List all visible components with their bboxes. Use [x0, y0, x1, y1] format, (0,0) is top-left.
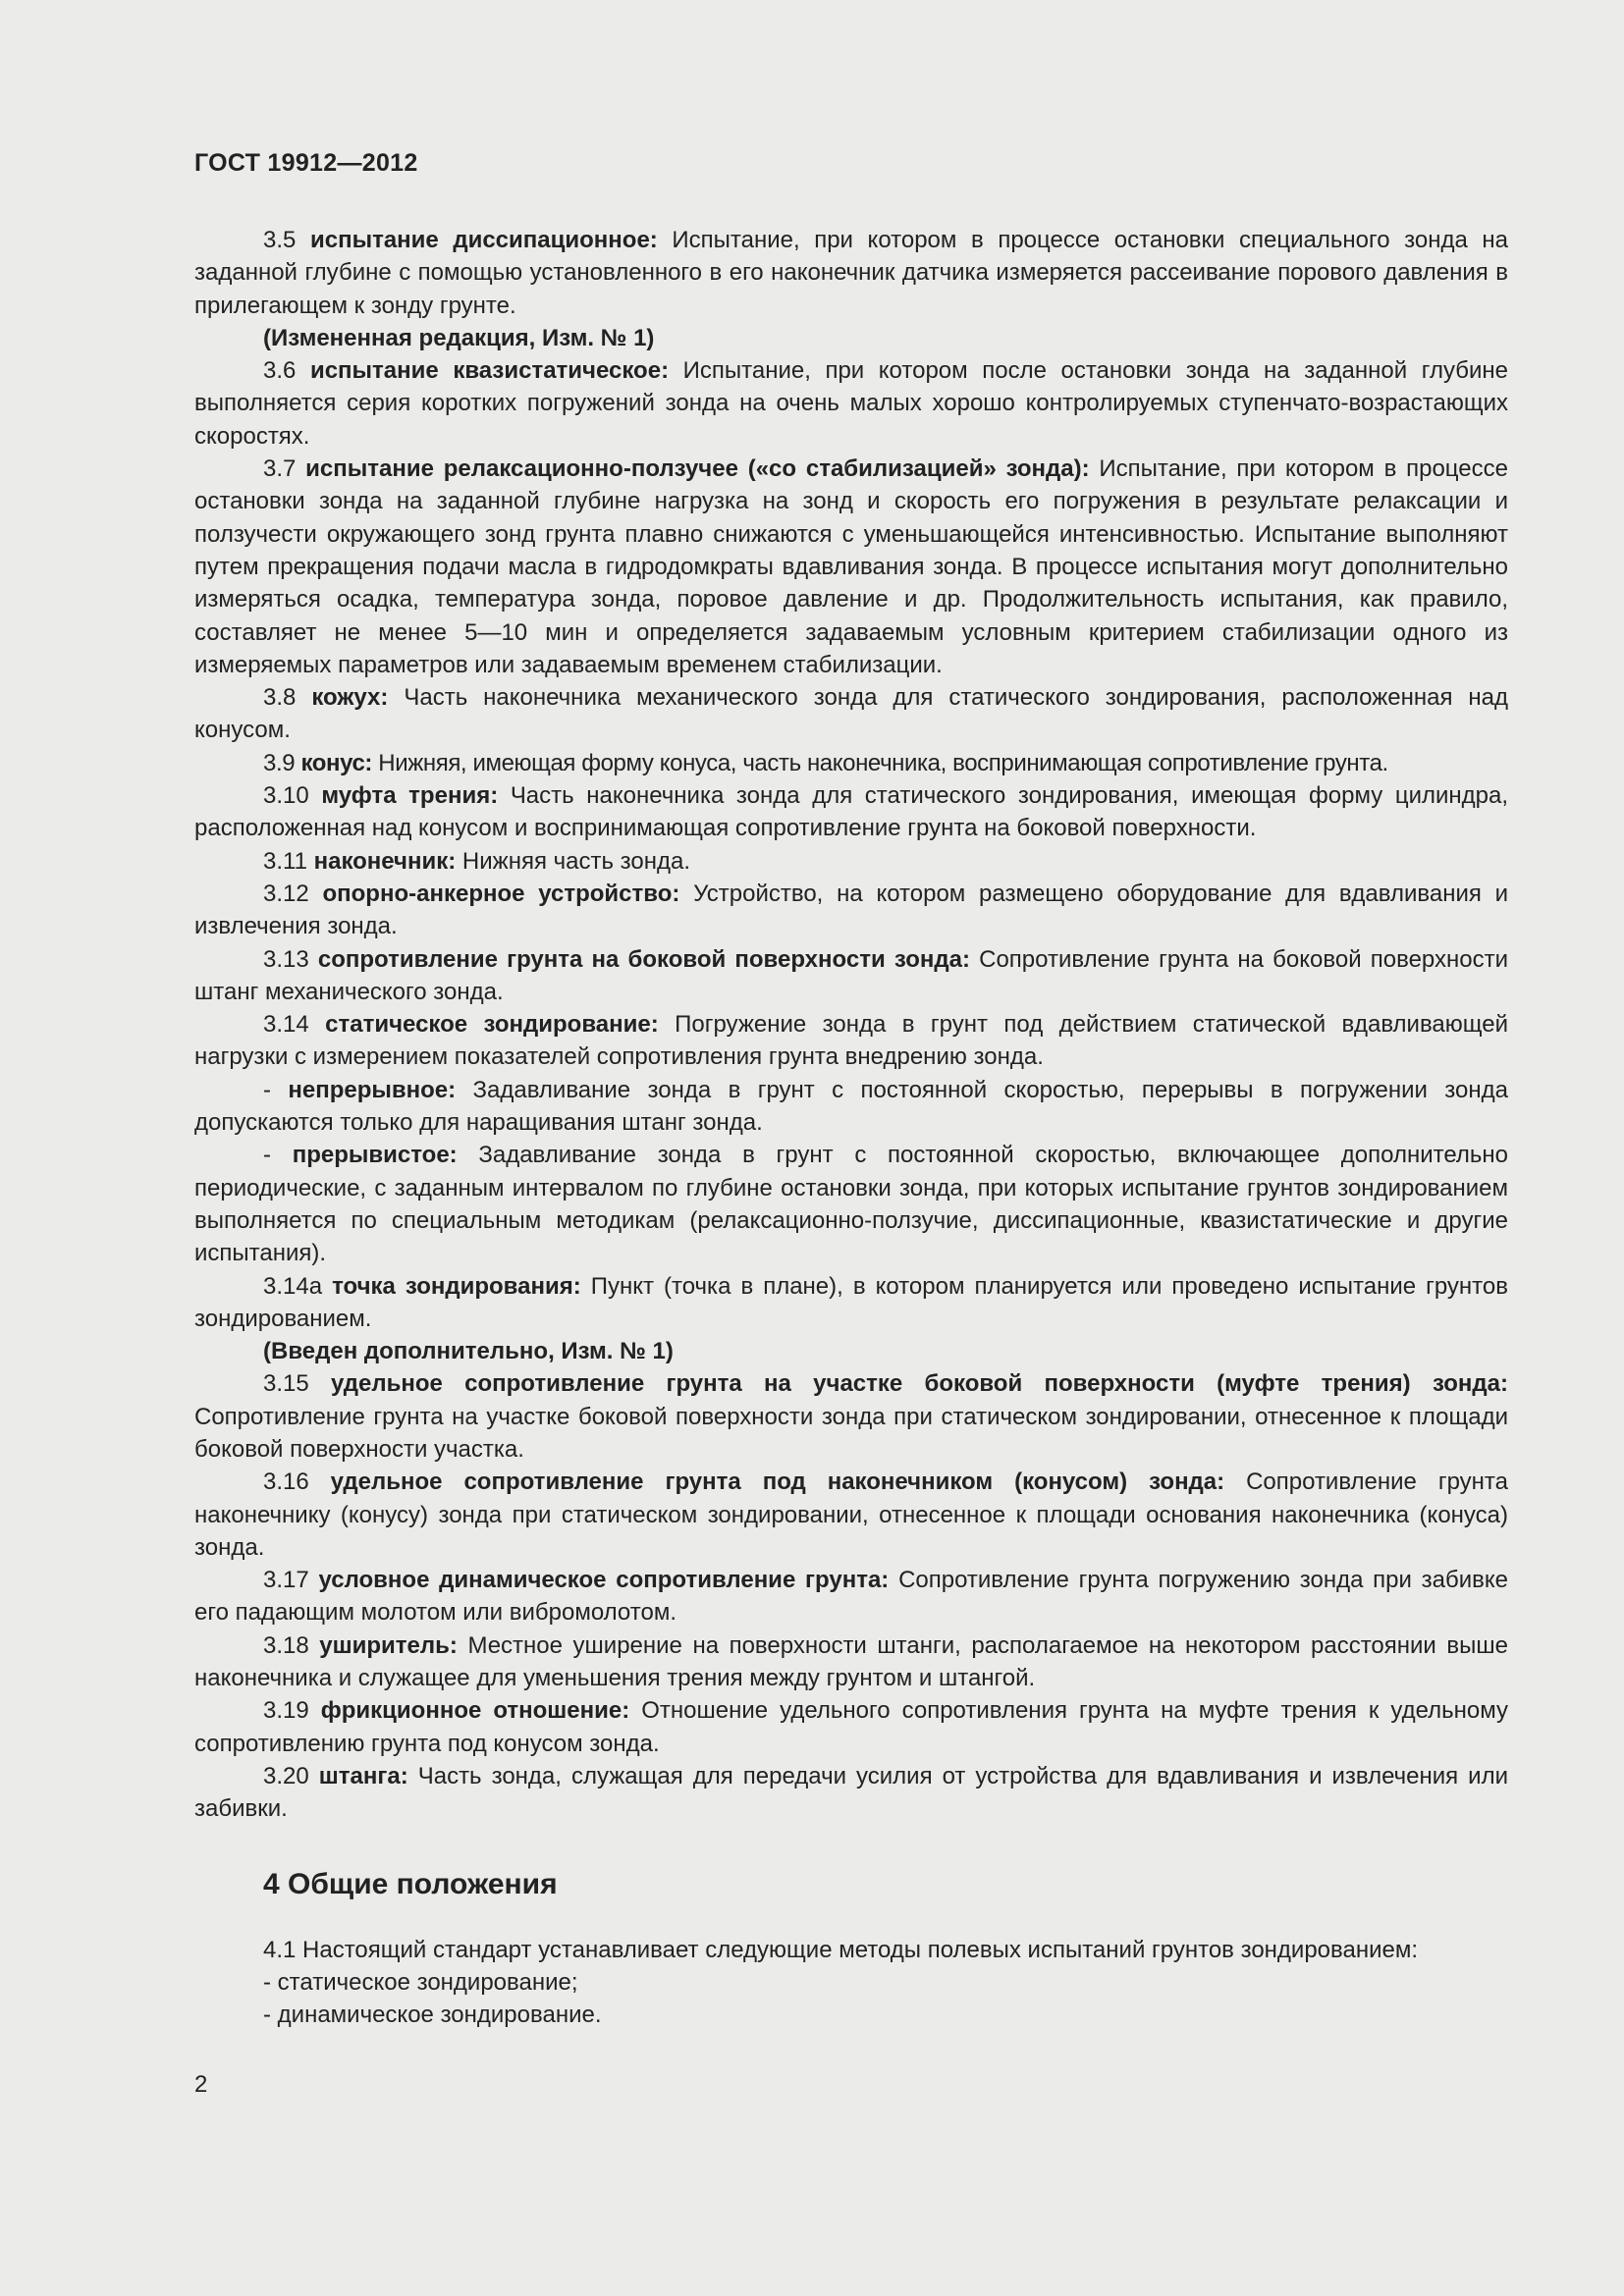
page-number: 2 — [194, 2071, 208, 2098]
term-3-14a: 3.14а точка зондирования: Пункт (точка в плане), в котором планируется или проведено испытание грунтов зондированием. — [194, 1272, 1508, 1332]
term-3-12: 3.12 опорно-анкерное устройство: Устройство, на котором размещено оборудование для вдавливания и извлечения зонда. — [194, 880, 1509, 940]
term-3-8: 3.8 кожух: Часть наконечника механического зонда для статического зондирования, расположенная над конусом. — [194, 684, 1509, 744]
term-3-6: 3.6 испытание квазистатическое: Испытание, при котором после остановки зонда на заданной глубине выполняется серия коротких погружений зонда на очень малых хорошо контролируемых ступенчато-возрастающих скоростях. — [194, 357, 1508, 450]
method-list-item: - статическое зондирование; — [263, 1968, 578, 1996]
section-4-title: 4 Общие положения — [263, 1867, 558, 1900]
term-3-7: 3.7 испытание релаксационно-ползучее («со стабилизацией» зонда): Испытание, при котором в процессе остановки зонда на заданной глубине нагрузка на зонд и скорость его погружения в результате релаксации и ползучести окружающего зонд грунта плавно снижаются с уменьшающейся интенсивностью. Испытание выполняют путем прекращения подачи масла в гидродомкраты вдавливания зонда. В процессе испытания могут дополнительно измеряться осадка, температура зонда, поровое давление и др. Продолжительность испытания, как правило, составляет не менее 5—10 мин и определяется задаваемым условным критерием стабилизации одного из измеряемых параметров или задаваемым временем стабилизации. — [194, 455, 1508, 678]
term-3-20: 3.20 штанга: Часть зонда, служащая для передачи усилия от устройства для вдавливания и извлечения или забивки. — [194, 1762, 1509, 1823]
term-3-5: 3.5 испытание диссипационное: Испытание, при котором в процессе остановки специального зонда на заданной глубине с помощью установленного в его наконечник датчика измеряется рассеивание порового давления в прилегающем к зонду грунте. — [194, 227, 1509, 319]
method-list-item: - динамическое зондирование. — [263, 2002, 602, 2029]
term-3-16: 3.16 удельное сопротивление грунта под наконечником (конусом) зонда: Сопротивление грунта наконечнику (конусу) зонда при статическом зондировании, отнесенное к площади основания наконечника (конуса) зонда. — [194, 1468, 1509, 1561]
term-3-9: 3.9 конус: Нижняя, имеющая форму конуса, часть наконечника, воспринимающая сопротивление грунта. — [263, 749, 1388, 776]
section-4-paragraph-1: 4.1 Настоящий стандарт устанавливает следующие методы полевых испытаний грунтов зондированием: — [263, 1936, 1419, 1963]
term-3-10: 3.10 муфта трения: Часть наконечника зонда для статического зондирования, имеющая форму цилиндра, расположенная над конусом и воспринимающая сопротивление грунта на боковой поверхности. — [194, 782, 1509, 842]
term-3-11: 3.11 наконечник: Нижняя часть зонда. — [263, 847, 690, 875]
term-3-18: 3.18 уширитель: Местное уширение на поверхности штанги, располагаемое на некотором расстоянии выше наконечника и служащее для уменьшения трения между грунтом и штангой. — [194, 1631, 1508, 1692]
term-3-14: 3.14 статическое зондирование: Погружение зонда в грунт под действием статической вдавливающей нагрузки с измерением показателей сопротивления грунта внедрению зонда. — [194, 1011, 1509, 1071]
document-header-code: ГОСТ 19912—2012 — [194, 149, 418, 177]
term-continuous: - непрерывное: Задавливание зонда в грунт с постоянной скоростью, перерывы в погружении зонда допускаются только для наращивания штанг зонда. — [194, 1076, 1508, 1137]
term-3-13: 3.13 сопротивление грунта на боковой поверхности зонда: Сопротивление грунта на боковой поверхности штанг механического зонда. — [194, 945, 1509, 1005]
term-intermittent: - прерывистое: Задавливание зонда в грунт с постоянной скоростью, включающее дополнительно периодические, с заданным интервалом по глубине остановки зонда, при которых испытание грунтов зондированием выполняется по специальным методикам (релаксационно-ползучие, диссипационные, квазистатические и другие испытания). — [194, 1142, 1508, 1267]
amendment-note: (Измененная редакция, Изм. № 1) — [263, 324, 655, 351]
term-3-17: 3.17 условное динамическое сопротивление грунта: Сопротивление грунта погружению зонда при забивке его падающим молотом или вибромолотом. — [194, 1567, 1509, 1627]
term-3-15: 3.15 удельное сопротивление грунта на участке боковой поверхности (муфте трения) зонда: Сопротивление грунта на участке боковой поверхности зонда при статическом зондировании, отнесенное к площади боковой поверхности участка. — [194, 1370, 1509, 1463]
addition-note: (Введен дополнительно, Изм. № 1) — [263, 1338, 674, 1365]
term-3-19: 3.19 фрикционное отношение: Отношение удельного сопротивления грунта на муфте трения к удельному сопротивлению грунта под конусом зонда. — [194, 1697, 1509, 1757]
document-body — [194, 224, 1508, 2031]
